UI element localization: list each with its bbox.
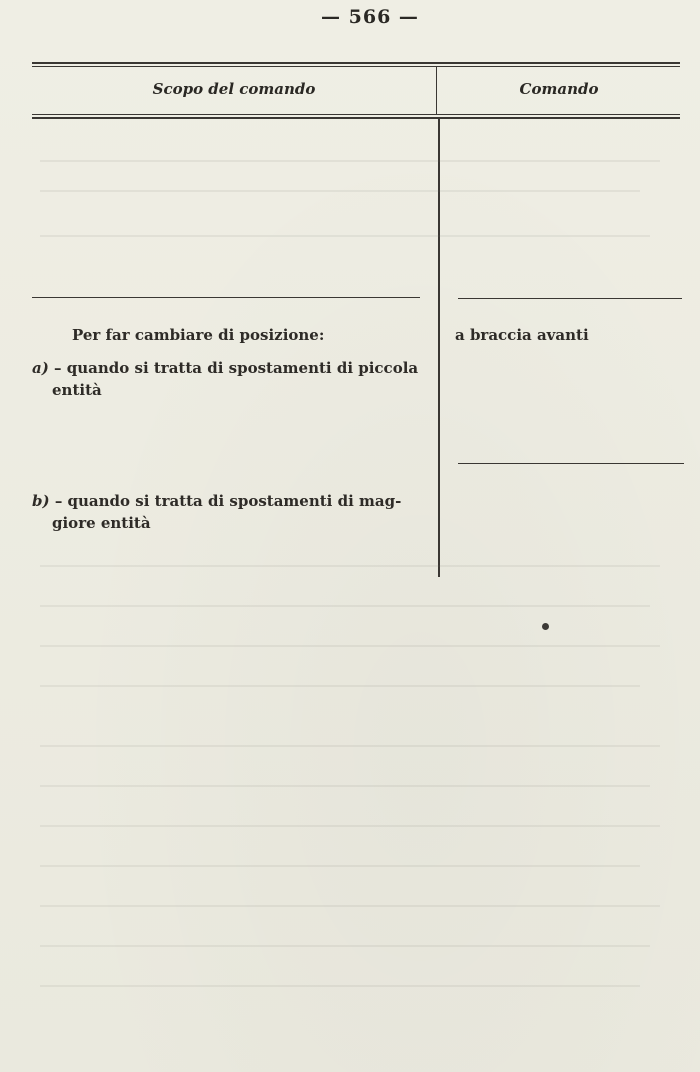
table-top-rule [32,62,680,64]
show-through-line [40,865,640,867]
show-through-line [40,605,650,607]
section-rule-right [458,298,682,299]
table-top-rule-inner [32,66,680,67]
page-number: — 566 — [321,6,419,28]
show-through-line [40,565,660,567]
item-a [32,357,432,379]
show-through-line [40,945,650,947]
show-through-line [40,160,660,162]
item-a-marker: a) [32,359,49,377]
show-through-line [40,825,660,827]
show-through-line [40,745,660,747]
command-rule-right [458,463,684,464]
header-bottom-rule [32,114,680,115]
column-divider [438,119,440,577]
item-a-line2: entità [52,381,102,399]
item-a-text-line1: – quando si tratta di spostamenti di piccola [48,359,419,377]
column-divider-header [436,66,437,114]
intro-text: Per far cambiare di posizione: [72,326,325,344]
show-through-line [40,235,650,237]
header-purpose: Scopo del comando [152,80,316,98]
header-bottom-rule-inner [32,117,680,119]
show-through-line [40,645,660,647]
show-through-line [40,785,650,787]
ink-spot [542,623,549,630]
show-through-line [40,685,640,687]
show-through-line [40,905,660,907]
item-b-text-line1: – quando si tratta di spostamenti di mag- [49,492,402,510]
item-b-line2: giore entità [52,514,151,532]
item-b-marker: b) [32,492,50,510]
command-a: a braccia avanti [455,326,589,344]
item-b [32,490,432,512]
show-through-line [40,985,640,987]
show-through-line [40,190,640,192]
header-command: Comando [519,80,599,98]
section-rule-left [32,297,420,298]
